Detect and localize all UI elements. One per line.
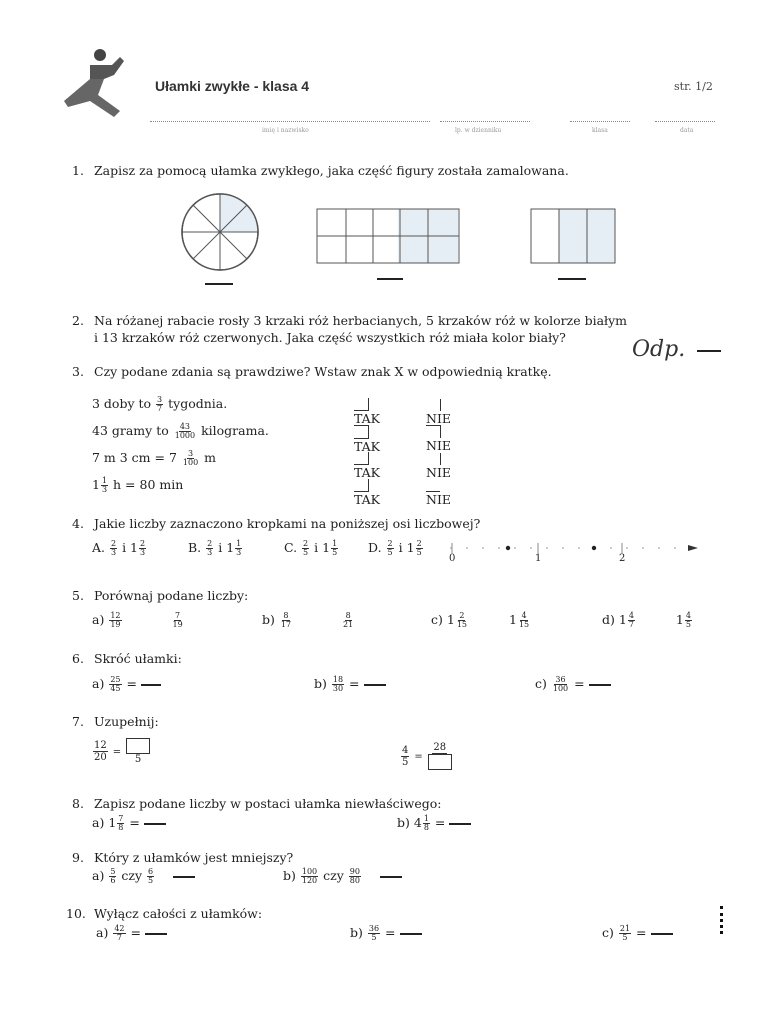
- axis-label-2: 2: [619, 553, 626, 564]
- q6-item-c: c) $\frac{36}{100}$ =: [535, 676, 611, 693]
- question-1: 1. Zapisz za pomocą ułamka zwykłego, jaka część figury została zamalowana.: [72, 163, 569, 178]
- answer-blank[interactable]: [141, 684, 161, 686]
- figure-grid: [316, 208, 460, 264]
- nie-checkbox[interactable]: [426, 479, 440, 492]
- question-7: 7. Uzupełnij:: [72, 714, 159, 729]
- nie-checkbox[interactable]: [426, 425, 441, 438]
- question-4: 4. Jakie liczby zaznaczono kropkami na poniższej osi liczbowej?: [72, 516, 481, 531]
- q10-item-b: b) $\frac{36}{5}$ =: [350, 925, 422, 942]
- class-line[interactable]: [570, 120, 630, 122]
- tf-row: 1 $\frac{1}{3}$ h = 80 min TAK NIE: [92, 476, 451, 507]
- q9-item-a: a) $\frac{5}{6}$ czy $\frac{6}{5}$: [92, 868, 195, 885]
- q5-item-b: b) $\frac{8}{17}$ $\frac{8}{21}$: [262, 611, 354, 629]
- question-6: 6. Skróć ułamki:: [72, 651, 182, 666]
- answer-blank[interactable]: [589, 684, 611, 686]
- page-edge-mark: [720, 906, 726, 934]
- field-label-date: data: [680, 127, 694, 134]
- axis-label-0: 0: [449, 553, 456, 564]
- name-line[interactable]: [150, 120, 430, 122]
- answer-blank-circle[interactable]: [205, 283, 233, 285]
- question-2: 2. Na różanej rabacie rosły 3 krzaki róż herbacianych, 5 krzaków róż w kolorze białym i 13 krzaków róż czerwonych. Jaka część wszystkich róż miała kolor biały?: [72, 313, 628, 345]
- answer-blank[interactable]: [651, 933, 673, 935]
- nie-checkbox[interactable]: [426, 453, 441, 465]
- q8-item-b: b) 4 $\frac{1}{8}$ =: [397, 815, 471, 832]
- question-3: 3. Czy podane zdania są prawdziwe? Wstaw znak X w odpowiednią kratkę.: [72, 364, 552, 379]
- field-label-name: imię i nazwisko: [262, 127, 309, 134]
- tak-checkbox[interactable]: [354, 452, 369, 465]
- field-label-number: lp. w dzienniku: [455, 127, 502, 134]
- tak-checkbox[interactable]: [354, 398, 369, 411]
- q5-item-d: d) 1 $\frac{4}{7}$ 1 $\frac{4}{5}$: [602, 611, 691, 629]
- q6-item-a: a) $\frac{25}{45}$ =: [92, 676, 161, 693]
- nie-checkbox[interactable]: [426, 399, 441, 411]
- tf-row: 7 m 3 cm = 7 $\frac{3}{100}$ m TAK NIE: [92, 449, 451, 480]
- date-line[interactable]: [655, 120, 715, 122]
- answer-blank-bars[interactable]: [558, 278, 586, 280]
- tf-row: 43 gramy to $\frac{43}{1000}$ kilograma. TAK NIE: [92, 422, 451, 454]
- page-title: Ułamki zwykłe - klasa 4: [155, 78, 310, 94]
- figure-bars: [530, 208, 616, 264]
- answer-blank-q2[interactable]: [697, 350, 721, 352]
- q7-left: $\frac{12}{20}$ = 5: [92, 738, 151, 765]
- number-line: [444, 540, 704, 570]
- numerator-box[interactable]: [126, 738, 150, 754]
- axis-dot: [506, 546, 510, 550]
- tak-checkbox[interactable]: [354, 425, 369, 439]
- answer-blank[interactable]: [380, 876, 402, 878]
- question-8: 8. Zapisz podane liczby w postaci ułamka niewłaściwego:: [72, 796, 442, 811]
- q6-item-b: b) $\frac{18}{30}$ =: [314, 676, 386, 693]
- q10-item-a: a) $\frac{42}{7}$ =: [96, 925, 167, 942]
- option-c[interactable]: C. $\frac{2}{5}$ i 1 $\frac{1}{5}$: [283, 539, 338, 557]
- handwritten-answer: Odp.: [632, 337, 686, 362]
- page-number: str. 1/2: [674, 80, 713, 93]
- number-line[interactable]: [440, 120, 530, 122]
- tf-row: 3 doby to $\frac{3}{7}$ tygodnia. TAK NIE: [92, 395, 451, 426]
- answer-blank[interactable]: [449, 823, 471, 825]
- true-false-rows: [92, 395, 451, 507]
- answer-blank[interactable]: [144, 823, 166, 825]
- figure-circle: [178, 190, 262, 274]
- q5-item-c: c) 1 $\frac{2}{15}$ 1 $\frac{4}{15}$: [431, 611, 530, 629]
- answer-blank[interactable]: [400, 933, 422, 935]
- option-d[interactable]: D. $\frac{2}{5}$ i 1 $\frac{2}{5}$: [368, 539, 422, 557]
- q9-item-b: b) $\frac{100}{120}$ czy $\frac{90}{80}$: [283, 868, 402, 885]
- question-9: 9. Który z ułamków jest mniejszy?: [72, 850, 294, 865]
- answer-blank-grid[interactable]: [377, 278, 403, 280]
- option-b[interactable]: B. $\frac{2}{3}$ i 1 $\frac{1}{3}$: [187, 539, 242, 557]
- q7-right: $\frac{4}{5}$ = 28: [400, 742, 453, 770]
- axis-dot: [592, 546, 596, 550]
- q8-item-a: a) 1 $\frac{7}{8}$ =: [92, 815, 166, 832]
- axis-label-1: 1: [535, 553, 542, 564]
- q5-item-a: a) $\frac{12}{19}$ $\frac{7}{19}$: [92, 611, 183, 629]
- logo-figure: [60, 45, 130, 125]
- denominator-box[interactable]: [428, 754, 452, 770]
- option-a[interactable]: A. $\frac{2}{3}$ i 1 $\frac{2}{3}$: [92, 539, 146, 557]
- q10-item-c: c) $\frac{21}{5}$ =: [602, 925, 673, 942]
- answer-blank[interactable]: [364, 684, 386, 686]
- field-label-class: klasa: [592, 127, 608, 134]
- answer-blank[interactable]: [145, 933, 167, 935]
- question-10: 10. Wyłącz całości z ułamków:: [66, 906, 263, 921]
- question-5: 5. Porównaj podane liczby:: [72, 588, 249, 603]
- tak-checkbox[interactable]: [354, 479, 369, 492]
- answer-blank[interactable]: [173, 876, 195, 878]
